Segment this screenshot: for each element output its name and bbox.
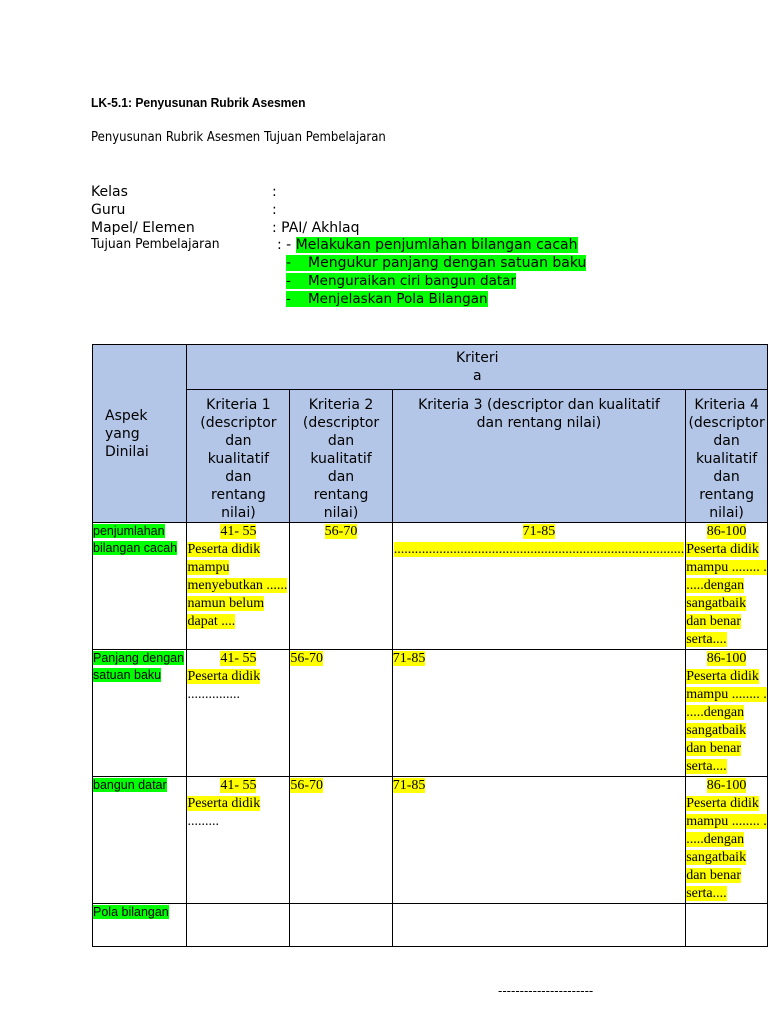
kriteria-header-line2: a	[472, 368, 482, 384]
criteria-4-cell	[686, 904, 768, 947]
range-value: 56-70	[290, 651, 323, 666]
kriteria-header-cell	[187, 345, 768, 390]
descriptor-dots: .........	[187, 814, 219, 829]
criteria-4-cell	[686, 777, 768, 904]
criteria-2-cell	[290, 523, 392, 650]
range-value: 71-85	[392, 778, 426, 793]
aspect-header-cell	[93, 345, 187, 523]
descriptor-text: Peserta didik mampu ........ . .....dengan sangatbaik dan benar serta....	[686, 796, 767, 901]
range-value: 71-85	[392, 651, 426, 666]
kriteria-header-line1: Kriteri	[455, 350, 499, 366]
criteria-3-cell	[392, 904, 686, 947]
descriptor-text: Peserta didik mampu ........ . .....dengan sangatbaik dan benar serta....	[686, 542, 767, 647]
objective-1	[277, 237, 578, 253]
objective-text: Menjelaskan Pola Bilangan	[308, 291, 488, 307]
range-value: 86-100	[706, 778, 747, 793]
range-value: 56-70	[290, 778, 323, 793]
aspect-cell: bangun datar	[93, 777, 187, 904]
range-value: 71-85	[522, 524, 556, 539]
criteria-4-header: Kriteria 4 (descriptor dan kualitatif dan rentang nilai)	[686, 390, 768, 523]
aspect-cell: penjumlahan bilangan cacah	[93, 523, 187, 650]
objective-3	[286, 273, 516, 289]
kelas-label: Kelas	[91, 184, 128, 200]
descriptor-text: Peserta didik	[187, 669, 261, 684]
objective-text: Melakukan penjumlahan bilangan cacah	[295, 237, 578, 253]
criteria-1-header: Kriteria 1 (descriptor dan kualitatif dan rentang nilai)	[187, 390, 290, 523]
criteria-2-header: Kriteria 2 (descriptor dan kualitatif dan rentang nilai)	[290, 390, 392, 523]
range-value: 56-70	[324, 524, 358, 539]
guru-label: Guru	[91, 202, 126, 218]
table-row	[93, 650, 768, 777]
criteria-1-cell	[187, 904, 290, 947]
table-row	[93, 904, 768, 947]
aspect-cell: Panjang dengan satuan baku	[93, 650, 187, 777]
range-value: 86-100	[706, 651, 747, 666]
criteria-4-cell	[686, 650, 768, 777]
aspect-header: Aspek yang Dinilai	[105, 407, 149, 460]
criteria-4-cell	[686, 523, 768, 650]
mapel-value: : PAI/ Akhlaq	[272, 220, 360, 236]
descriptor-text: Peserta didik mampu menyebutkan ...... namun belum dapat ....	[187, 542, 288, 629]
descriptor-text: Peserta didik	[187, 796, 261, 811]
guru-value: :	[272, 202, 277, 218]
objective-2	[286, 255, 586, 271]
range-value: 41- 55	[220, 778, 257, 793]
objective-dash: -	[286, 291, 291, 307]
criteria-2-cell	[290, 904, 392, 947]
tujuan-prefix: : -	[277, 237, 292, 253]
criteria-2-cell	[290, 650, 392, 777]
objective-dash: -	[286, 255, 292, 271]
criteria-3-header: Kriteria 3 (descriptor dan kualitatif dan rentang nilai)	[392, 390, 686, 523]
criteria-1-cell	[187, 777, 290, 904]
objective-4	[286, 291, 488, 307]
range-value: 86-100	[706, 524, 747, 539]
document-subtitle: Penyusunan Rubrik Asesmen Tujuan Pembelajaran	[91, 130, 386, 145]
range-value: 41- 55	[220, 651, 257, 666]
kelas-value: :	[272, 184, 277, 200]
document-title: LK-5.1: Penyusunan Rubrik Asesmen	[91, 95, 306, 110]
signature-line: ----------------------	[498, 984, 594, 998]
criteria-3-cell	[392, 777, 686, 904]
mapel-label: Mapel/ Elemen	[91, 220, 195, 236]
objective-text: Menguraikan ciri bangun datar	[308, 273, 517, 289]
descriptor-text: Peserta didik mampu ........ . .....dengan sangatbaik dan benar serta....	[686, 669, 767, 774]
range-value: 41- 55	[220, 524, 257, 539]
descriptor-text: ...................................................................................	[393, 542, 685, 557]
objective-text: Mengukur panjang dengan satuan baku	[308, 255, 587, 271]
criteria-2-cell	[290, 777, 392, 904]
aspect-cell: Pola bilangan	[93, 904, 187, 947]
rubric-table	[92, 344, 768, 947]
table-row	[93, 523, 768, 650]
criteria-3-cell	[392, 650, 686, 777]
descriptor-dots: ...............	[187, 687, 240, 702]
criteria-1-cell	[187, 523, 290, 650]
criteria-3-cell	[392, 523, 686, 650]
tujuan-label: Tujuan Pembelajaran	[91, 237, 220, 252]
criteria-1-cell	[187, 650, 290, 777]
table-row	[93, 777, 768, 904]
objective-dash: -	[286, 273, 291, 289]
